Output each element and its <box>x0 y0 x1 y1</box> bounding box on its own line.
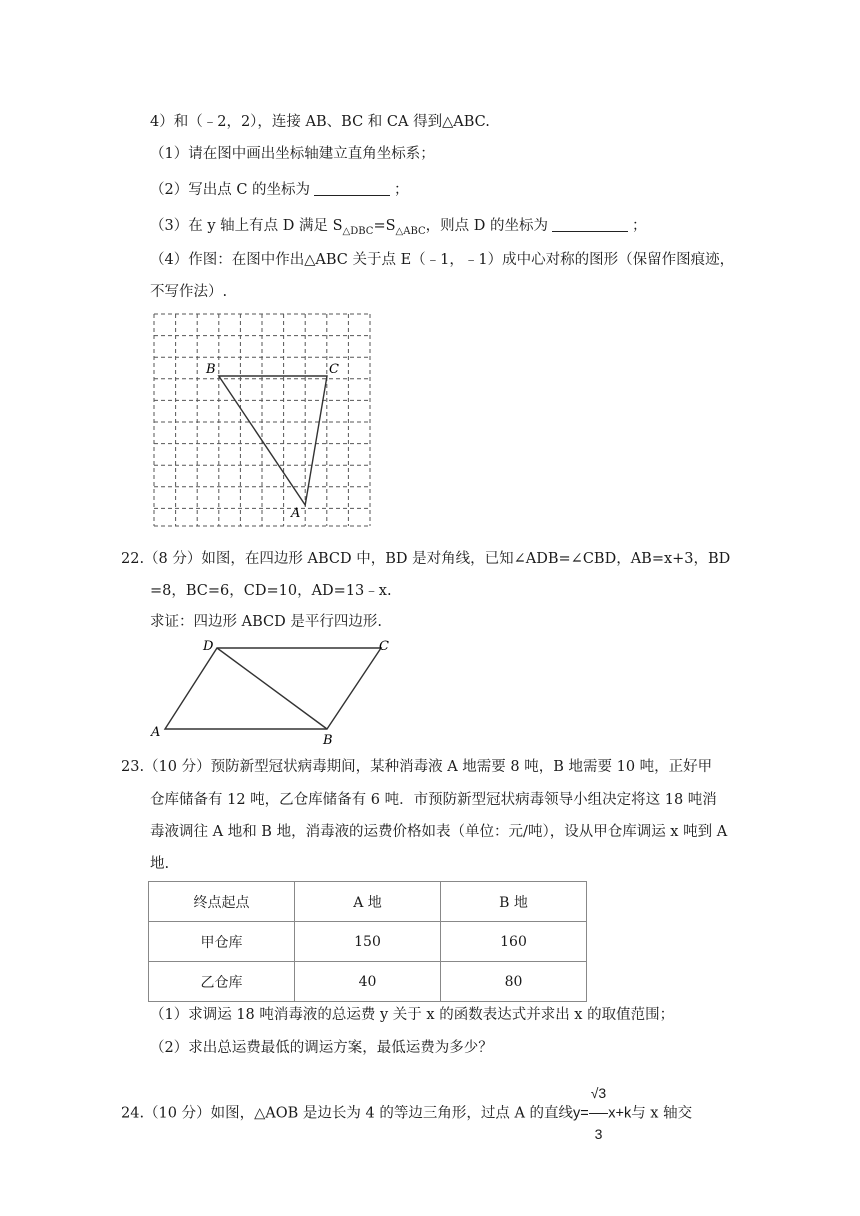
q23-line1: 23.（10 分）预防新型冠状病毒期间，某种消毒液 A 地需要 8 吨，B 地需要 10 吨，正好甲 <box>121 759 713 775</box>
table-header-cell: A 地 <box>295 882 441 922</box>
freight-cost-table <box>148 881 587 1002</box>
table-cell: 80 <box>441 962 587 1002</box>
table-cell: 160 <box>441 922 587 962</box>
q21-part1: （1）请在图中画出坐标轴建立直角坐标系； <box>150 146 435 162</box>
q21-line1: 4）和（﹣2，2），连接 AB、BC 和 CA 得到△ABC. <box>150 114 490 130</box>
table-row <box>149 922 587 962</box>
q23-line3: 毒液调往 A 地和 B 地，消毒液的运费价格如表（单位：元/吨），设从甲仓库调运 x 吨到 A <box>150 824 728 840</box>
q21-part4-cont: 不写作法）. <box>150 284 228 300</box>
q24-text-end: 与 x 轴交 <box>631 1105 693 1122</box>
answer-blank <box>552 217 628 232</box>
q23-part2: （2）求出总运费最低的调运方案，最低运费为多少？ <box>150 1040 493 1056</box>
q23-line2: 仓库储备有 12 吨，乙仓库储备有 6 吨．市预防新型冠状病毒领导小组决定将这 18 吨消 <box>150 792 717 808</box>
table-header-row <box>149 882 587 922</box>
q21-part3-text: （3）在 y 轴上有点 D 满足 S <box>150 218 343 234</box>
q22-line3: 求证：四边形 ABCD 是平行四边形. <box>150 614 382 630</box>
q23-line4: 地. <box>150 856 170 872</box>
q22-line1: 22.（8 分）如图，在四边形 ABCD 中，BD 是对角线，已知∠ADB=∠CBD，AB=x+3，BD <box>121 551 731 567</box>
parallelogram-figure <box>145 632 405 747</box>
q24-fraction <box>589 1073 608 1154</box>
label-d: D <box>203 639 214 654</box>
table-cell: 乙仓库 <box>149 962 295 1002</box>
label-a: A <box>291 506 301 521</box>
q21-part3-text2: ，则点 D 的坐标为 <box>425 218 548 234</box>
table-cell: 150 <box>295 922 441 962</box>
diagonal-bd <box>217 648 327 729</box>
label-b: B <box>206 362 216 377</box>
q21-part2-end: ； <box>394 182 409 198</box>
grid-triangle-figure <box>150 310 374 530</box>
q21-part2-text: （2）写出点 C 的坐标为 <box>150 182 311 198</box>
q24-line1 <box>121 1073 692 1154</box>
q24-eq-y: y= <box>573 1105 589 1122</box>
dashed-grid <box>154 314 370 526</box>
label-c2: C <box>379 639 389 654</box>
q21-part2 <box>150 180 409 200</box>
q21-part3-end: ； <box>631 218 647 234</box>
fraction-numerator: √3 <box>589 1073 608 1114</box>
q21-part3-sub2: △ABC <box>395 225 426 237</box>
fraction-denominator: 3 <box>594 1126 603 1142</box>
q24-text: 24.（10 分）如图，△AOB 是边长为 4 的等边三角形，过点 A 的直线 <box>121 1105 574 1122</box>
q24-eq-tail: x+k <box>608 1105 632 1122</box>
label-c: C <box>329 362 339 377</box>
table-cell: 40 <box>295 962 441 1002</box>
label-a2: A <box>151 725 161 740</box>
table-row <box>149 962 587 1002</box>
q23-part1: （1）求调运 18 吨消毒液的总运费 y 关于 x 的函数表达式并求出 x 的取值范围； <box>150 1007 675 1023</box>
q21-part3-sub1: △DBC <box>342 225 374 237</box>
q21-part4: （4）作图：在图中作出△ABC 关于点 E（﹣1，﹣1）成中心对称的图形（保留作图痕迹， <box>150 252 735 268</box>
triangle-abc <box>219 376 327 505</box>
q21-part3 <box>150 216 646 242</box>
table-header-cell: B 地 <box>441 882 587 922</box>
label-b2: B <box>323 733 333 747</box>
table-cell: 甲仓库 <box>149 922 295 962</box>
q21-part3-eq: =S <box>373 218 396 234</box>
q22-line2: =8，BC=6，CD=10，AD=13﹣x. <box>150 583 392 599</box>
table-header-cell: 终点起点 <box>149 882 295 922</box>
answer-blank <box>314 181 390 196</box>
